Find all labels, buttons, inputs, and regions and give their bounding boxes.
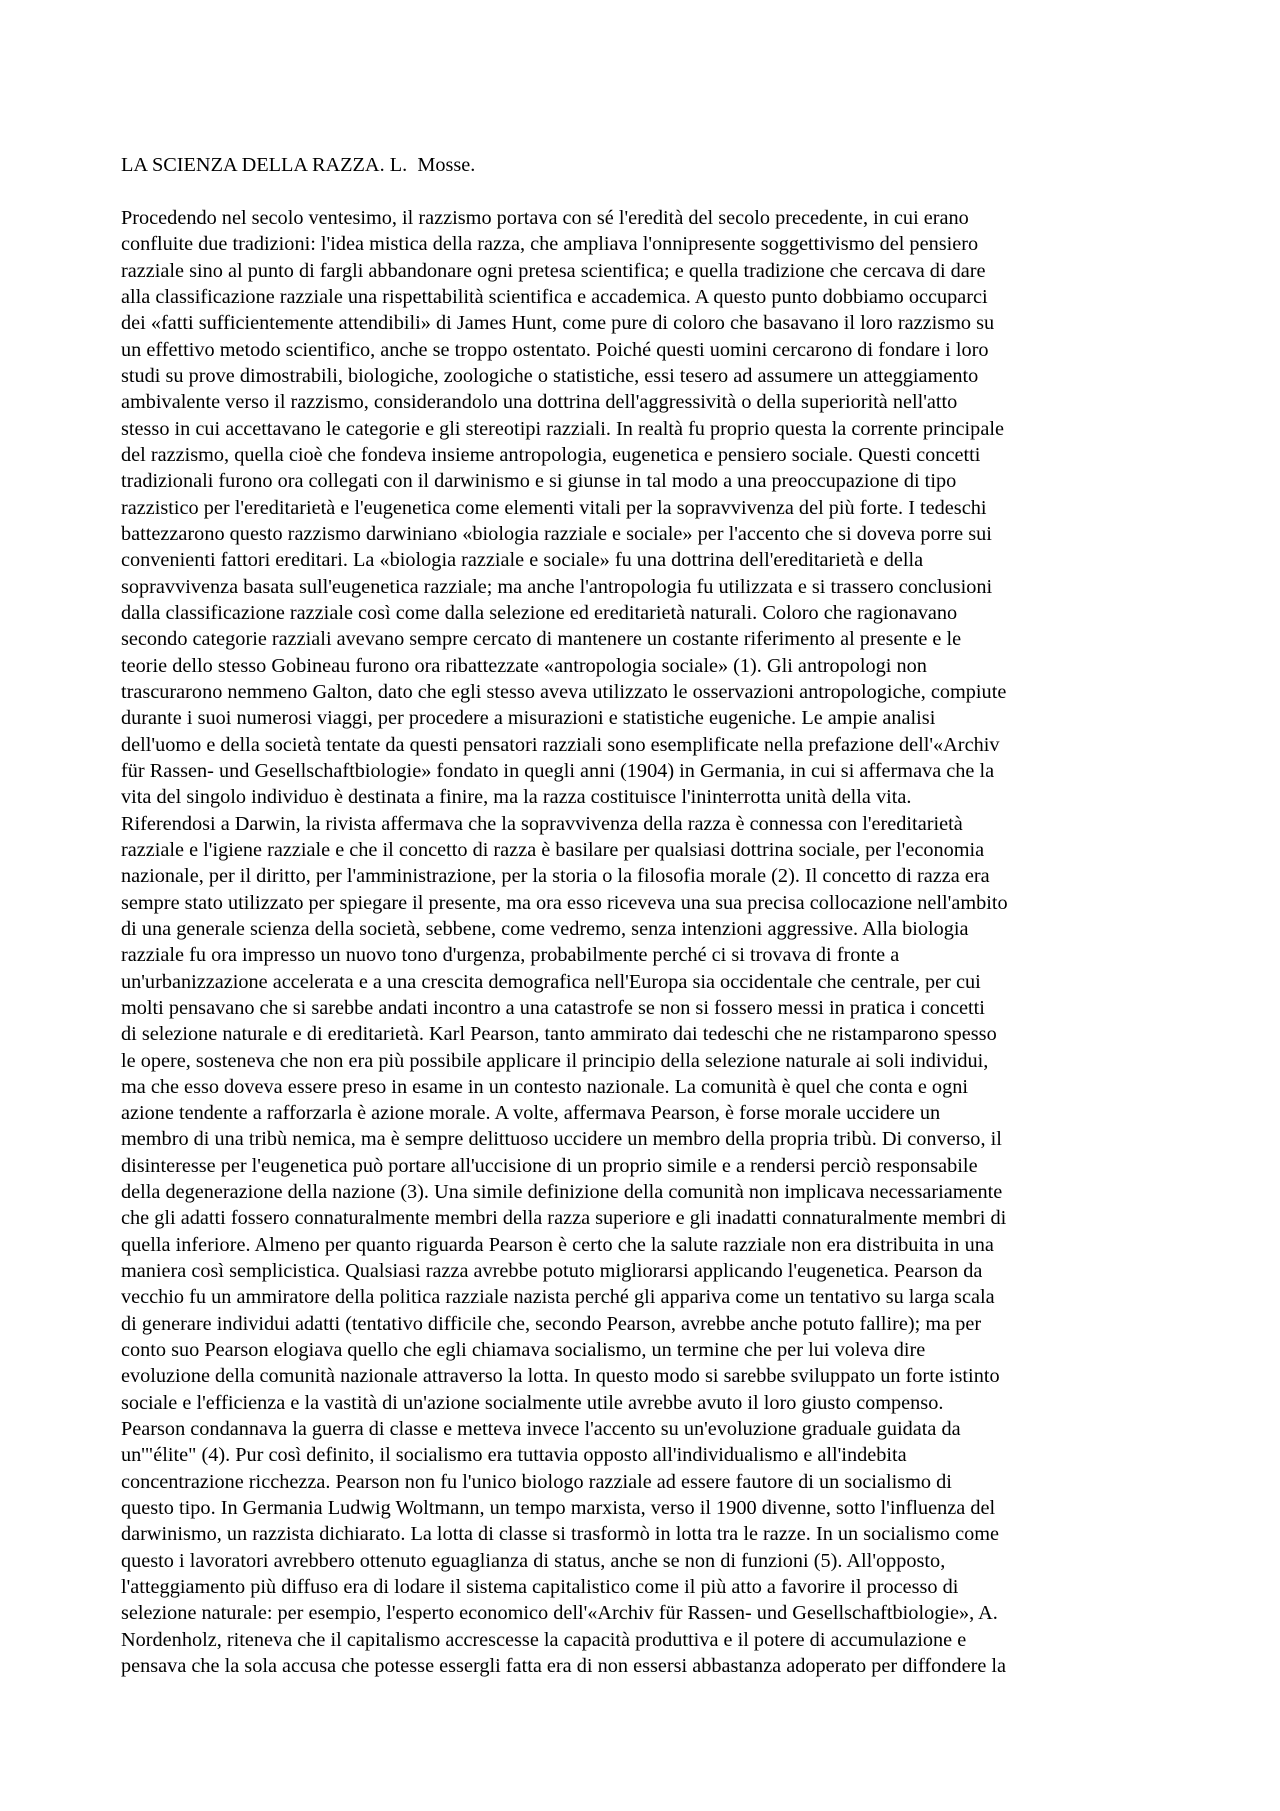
body-line: azione tendente a rafforzarla è azione morale. A volte, affermava Pearson, è forse morale uccidere un bbox=[121, 1102, 941, 1125]
body-line: razziale sino al punto di fargli abbandonare ogni pretesa scientifica; e quella tradizione che cercava di dare bbox=[121, 259, 986, 282]
body-line: molti pensavano che si sarebbe andati incontro a una catastrofe se non si fossero messi in pratica i concetti bbox=[121, 996, 985, 1019]
body-line: secondo categorie razziali avevano sempre cercato di mantenere un costante riferimento al presente e le bbox=[121, 628, 962, 651]
body-line: un'"élite" (4). Pur così definito, il socialismo era tuttavia opposto all'individualismo e all'indebita bbox=[121, 1444, 907, 1467]
body-line: l'atteggiamento più diffuso era di lodare il sistema capitalistico come il più atto a favorire il processo di bbox=[121, 1576, 959, 1599]
body-line: dalla classificazione razziale così come dalla selezione ed ereditarietà naturali. Coloro che ragionavano bbox=[121, 601, 958, 624]
body-line: di una generale scienza della società, sebbene, come vedremo, senza intenzioni aggressive. Alla biologia bbox=[121, 917, 969, 940]
body-line: selezione naturale: per esempio, l'esperto economico dell'«Archiv für Rassen- und Gesellschaftbiologie», A. bbox=[121, 1602, 998, 1625]
body-line: di selezione naturale e di ereditarietà. Karl Pearson, tanto ammirato dai tedeschi che ne ristamparono spesso bbox=[121, 1023, 997, 1046]
body-line: durante i suoi numerosi viaggi, per procedere a misurazioni e statistiche eugeniche. Le ampie analisi bbox=[121, 707, 936, 730]
body-line: sociale e l'efficienza e la vastità di un'azione socialmente utile avrebbe avuto il loro giusto compenso. bbox=[121, 1391, 944, 1414]
body-line: teorie dello stesso Gobineau furono ora ribattezzate «antropologia sociale» (1). Gli antropologi non bbox=[121, 654, 927, 677]
body-line: convenienti fattori ereditari. La «biologia razziale e sociale» fu una dottrina dell'ereditarietà e della bbox=[121, 549, 924, 572]
body-line: membro di una tribù nemica, ma è sempre delittuoso uccidere un membro della propria tribù. Di converso, il bbox=[121, 1128, 1002, 1151]
body-line: un effettivo metodo scientifico, anche se troppo ostentato. Poiché questi uomini cercarono di fondare i loro bbox=[121, 338, 989, 361]
body-line: Pearson condannava la guerra di classe e metteva invece l'accento su un'evoluzione graduale guidata da bbox=[121, 1418, 961, 1441]
body-line: ambivalente verso il razzismo, considerandolo una dottrina dell'aggressività o della superiorità nell'atto bbox=[121, 391, 958, 414]
body-line: che gli adatti fossero connaturalmente membri della razza superiore e gli inadatti connaturalmente membri di bbox=[121, 1207, 1007, 1230]
body-line: studi su prove dimostrabili, biologiche, zoologiche o statistiche, essi tesero ad assumere un atteggiamento bbox=[121, 364, 979, 387]
body-line: quella inferiore. Almeno per quanto riguarda Pearson è certo che la salute razziale non era distribuita in una bbox=[121, 1233, 994, 1256]
body-line: pensava che la sola accusa che potesse essergli fatta era di non essersi abbastanza adoperato per diffondere la bbox=[121, 1655, 1007, 1678]
body-line: conto suo Pearson elogiava quello che egli chiamava socialismo, un termine che per lui voleva dire bbox=[121, 1339, 926, 1362]
body-line: del razzismo, quella cioè che fondeva insieme antropologia, eugenetica e pensiero sociale. Questi concetti bbox=[121, 443, 981, 466]
body-line: le opere, sosteneva che non era più possibile applicare il principio della selezione naturale ai soli individui, bbox=[121, 1049, 989, 1072]
body-line: Procedendo nel secolo ventesimo, il razzismo portava con sé l'eredità del secolo precedente, in cui erano bbox=[121, 207, 969, 229]
body-line: für Rassen- und Gesellschaftbiologie» fondato in quegli anni (1904) in Germania, in cui si affermava che la bbox=[121, 759, 995, 782]
document-body bbox=[121, 205, 1166, 1679]
body-line: vecchio fu un ammiratore della politica razziale nazista perché gli appariva come un tentativo su larga scala bbox=[121, 1286, 995, 1309]
body-line: Nordenholz, riteneva che il capitalismo accrescesse la capacità produttiva e il potere di accumulazione e bbox=[121, 1628, 967, 1651]
body-line: dei «fatti sufficientemente attendibili» di James Hunt, come pure di coloro che basavano il loro razzismo su bbox=[121, 312, 995, 335]
body-line: razziale e l'igiene razziale e che il concetto di razza è basilare per qualsiasi dottrina sociale, per l'economia bbox=[121, 838, 985, 861]
body-line: sopravvivenza basata sull'eugenetica razziale; ma anche l'antropologia fu utilizzata e si trassero conclusioni bbox=[121, 575, 993, 598]
body-line: maniera così semplicistica. Qualsiasi razza avrebbe potuto migliorarsi applicando l'eugenetica. Pearson da bbox=[121, 1260, 983, 1283]
body-line: nazionale, per il diritto, per l'amministrazione, per la storia o la filosofia morale (2). Il concetto di razza era bbox=[121, 865, 990, 888]
body-line: ma che esso doveva essere preso in esame in un contesto nazionale. La comunità è quel che conta e ogni bbox=[121, 1075, 968, 1098]
body-line: di generare individui adatti (tentativo difficile che, secondo Pearson, avrebbe anche potuto fallire); ma per bbox=[121, 1312, 982, 1335]
body-line: alla classificazione razziale una rispettabilità scientifica e accademica. A questo punto dobbiamo occuparci bbox=[121, 285, 988, 308]
body-line: razziale fu ora impresso un nuovo tono d'urgenza, probabilmente perché ci si trovava di fronte a bbox=[121, 944, 900, 967]
body-line: stesso in cui accettavano le categorie e gli stereotipi razziali. In realtà fu proprio questa la corrente principale bbox=[121, 417, 1004, 440]
body-line: trascurarono nemmeno Galton, dato che egli stesso aveva utilizzato le osservazioni antropologiche, compiute bbox=[121, 680, 1007, 703]
body-line: vita del singolo individuo è destinata a finire, ma la razza costituisce l'ininterrotta unità della vita. bbox=[121, 786, 912, 809]
body-line: disinteresse per l'eugenetica può portare all'uccisione di un proprio simile e a rendersi perciò responsabile bbox=[121, 1154, 978, 1177]
body-line: concentrazione ricchezza. Pearson non fu l'unico biologo razziale ad essere fautore di un socialismo di bbox=[121, 1470, 952, 1493]
document-title: LA SCIENZA DELLA RAZZA. L. Mosse. bbox=[121, 154, 476, 176]
body-line: dell'uomo e della società tentate da questi pensatori razziali sono esemplificate nella prefazione dell'«Archiv bbox=[121, 733, 1000, 756]
body-line: della degenerazione della nazione (3). Una simile definizione della comunità non implicava necessariamente bbox=[121, 1181, 1003, 1204]
body-line: razzistico per l'ereditarietà e l'eugenetica come elementi vitali per la sopravvivenza del più forte. I tedeschi bbox=[121, 496, 987, 519]
body-line: confluite due tradizioni: l'idea mistica della razza, che ampliava l'onnipresente soggettivismo del pensiero bbox=[121, 233, 979, 256]
body-line: sempre stato utilizzato per spiegare il presente, ma ora esso riceveva una sua precisa collocazione nell'ambito bbox=[121, 891, 1008, 914]
body-line: evoluzione della comunità nazionale attraverso la lotta. In questo modo si sarebbe sviluppato un forte istinto bbox=[121, 1365, 1000, 1388]
body-line: battezzarono questo razzismo darwiniano «biologia razziale e sociale» per l'accento che si doveva porre sui bbox=[121, 522, 992, 545]
body-line: questo i lavoratori avrebbero ottenuto eguaglianza di status, anche se non di funzioni (5). All'opposto, bbox=[121, 1549, 946, 1572]
body-line: tradizionali furono ora collegati con il darwinismo e si giunse in tal modo a una preoccupazione di tipo bbox=[121, 470, 957, 493]
body-line: Riferendosi a Darwin, la rivista affermava che la sopravvivenza della razza è connessa con l'ereditarietà bbox=[121, 812, 963, 835]
body-line: darwinismo, un razzista dichiarato. La lotta di classe si trasformò in lotta tra le razze. In un socialismo come bbox=[121, 1523, 999, 1546]
body-line: questo tipo. In Germania Ludwig Woltmann, un tempo marxista, verso il 1900 divenne, sotto l'influenza del bbox=[121, 1497, 996, 1520]
body-line: un'urbanizzazione accelerata e a una crescita demografica nell'Europa sia occidentale che centrale, per cui bbox=[121, 970, 981, 993]
